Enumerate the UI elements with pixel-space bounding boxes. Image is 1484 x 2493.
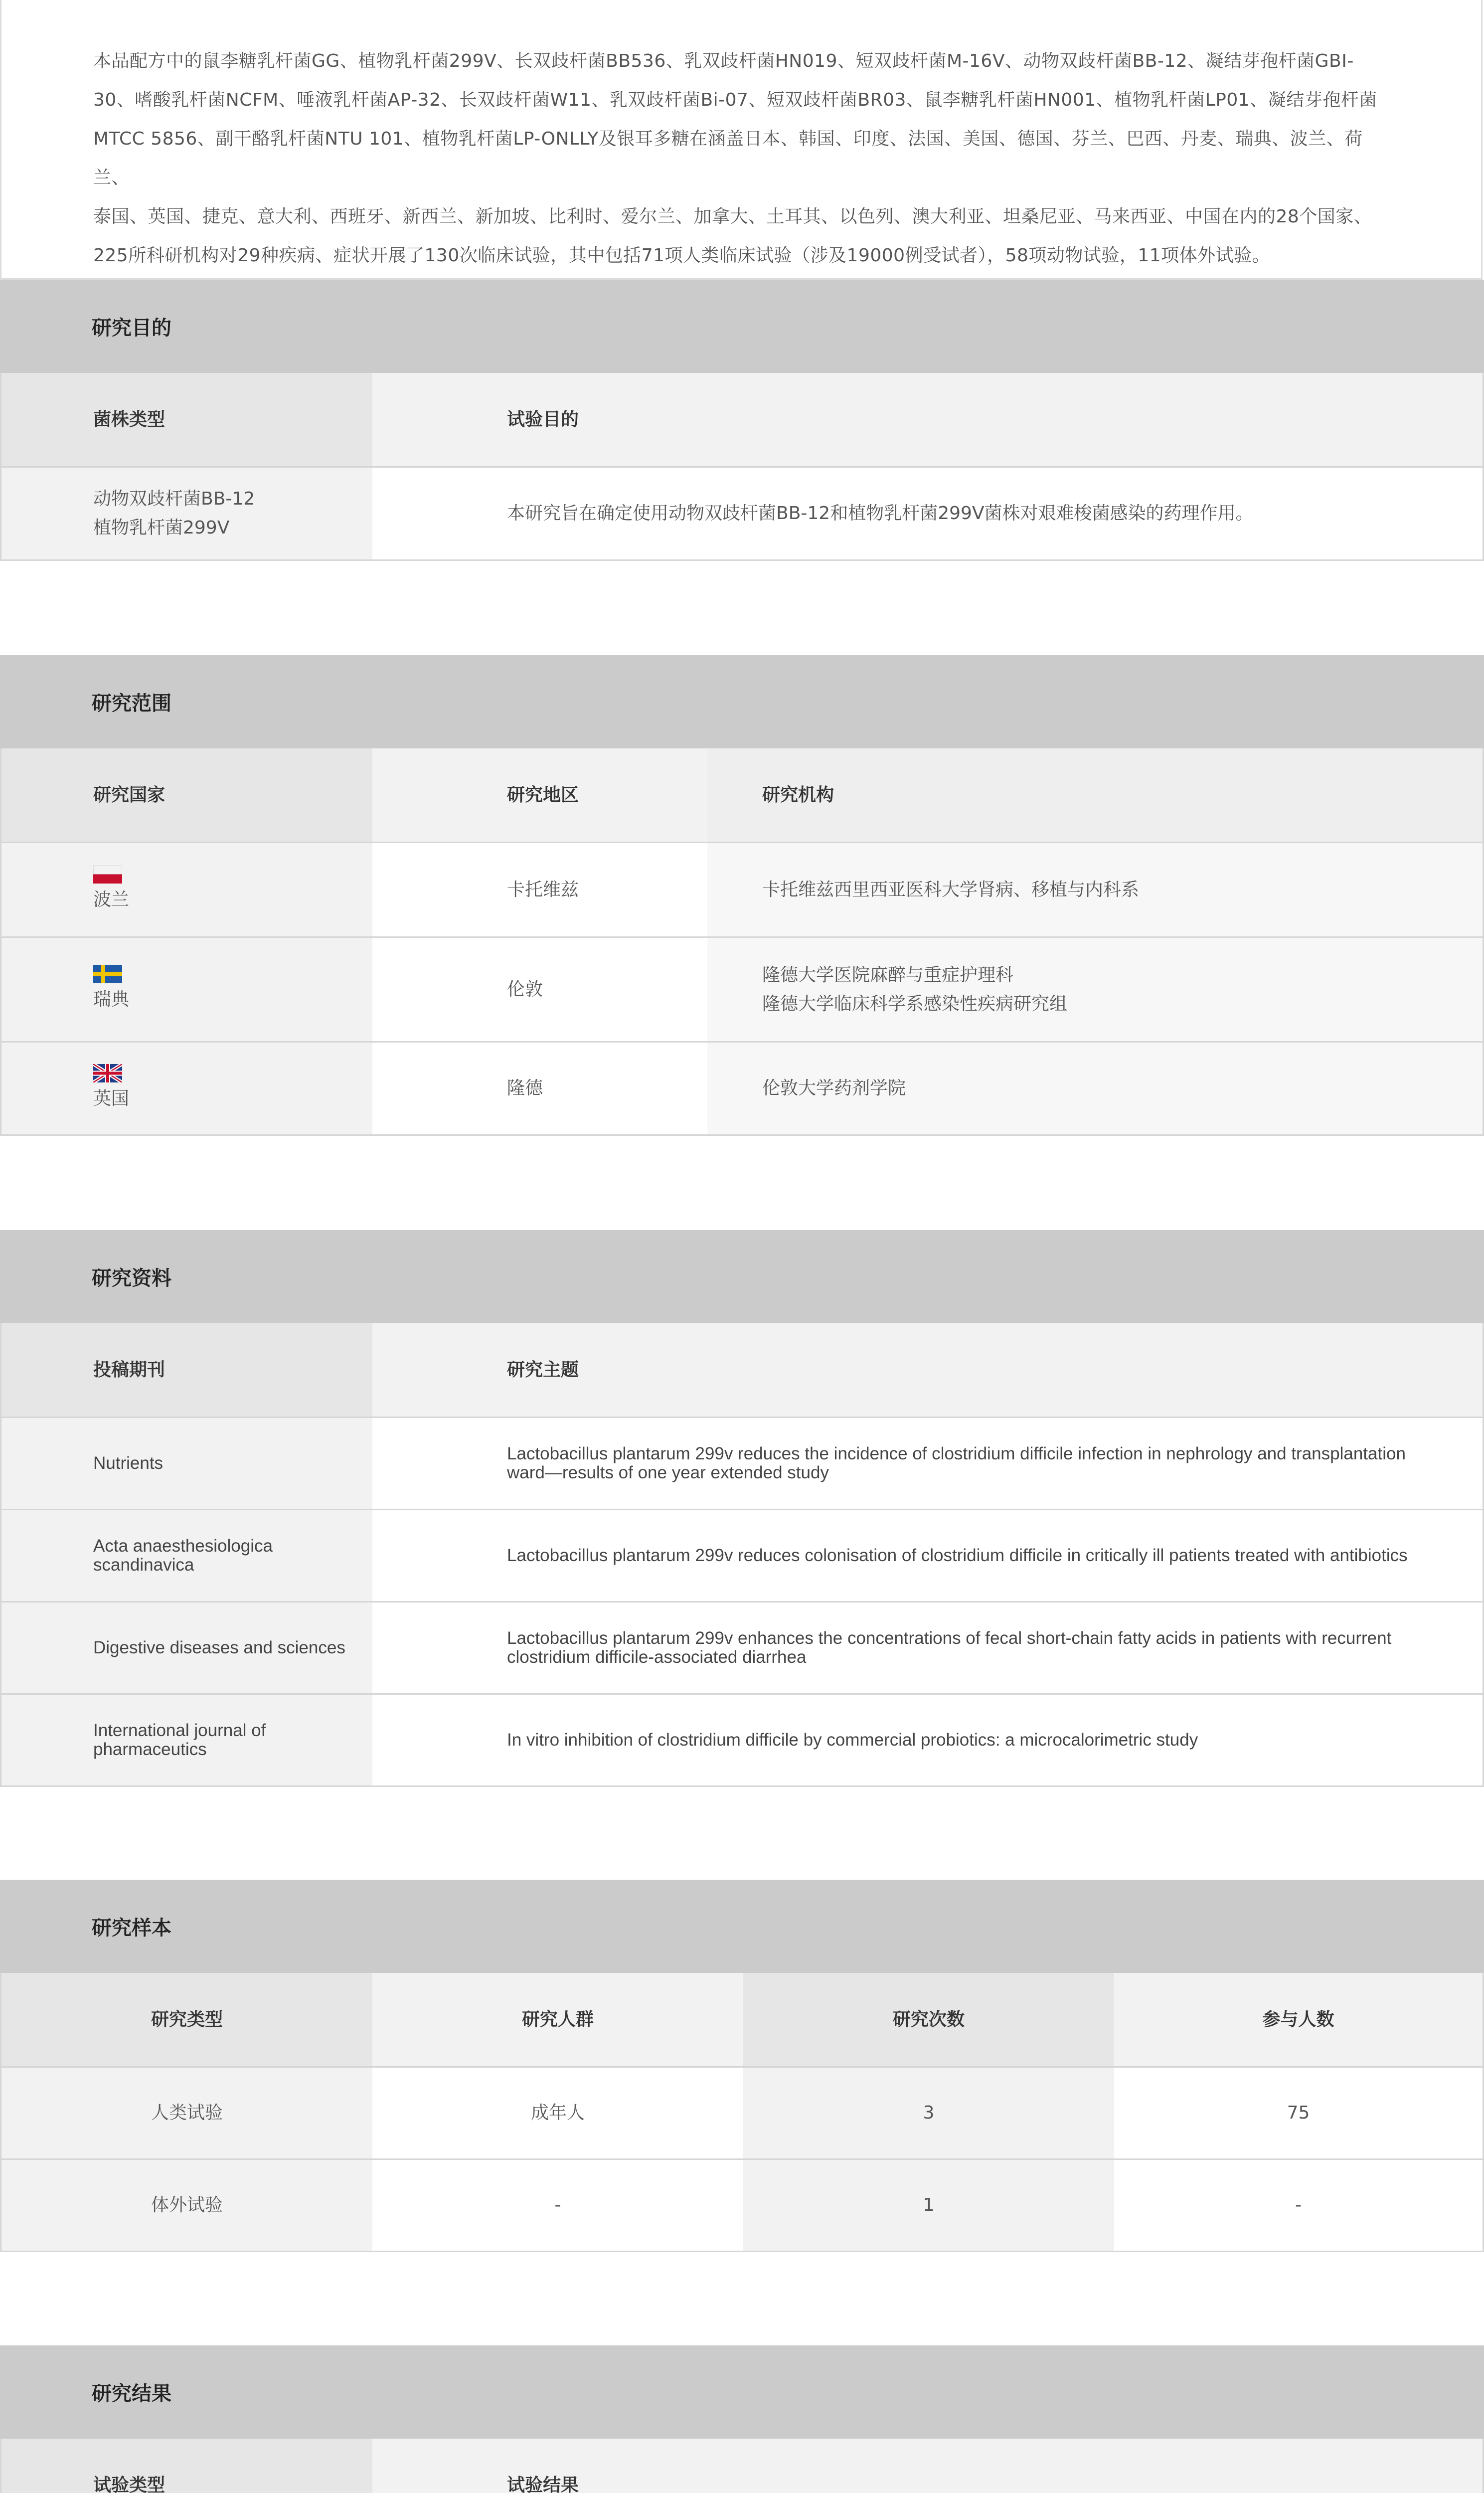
table-header-row: [1, 2439, 1483, 2493]
topic-line: clostridium difficile-associated diarrhea: [507, 1647, 807, 1667]
table-row: [1, 1509, 1483, 1601]
scope-section: [0, 655, 1484, 1136]
table-header-row: [1, 748, 1483, 842]
institution-name: 隆德大学临床科学系感染性疾病研究组: [762, 993, 1068, 1014]
country-cell: [1, 843, 372, 936]
intro-line: 225所科研机构对29种疾病、症状开展了130次临床试验，其中包括71项人类临床试验（涉及19000例受试者），58项动物试验，11项体外试验。: [93, 245, 1271, 266]
strain-name: 植物乳杆菌299V: [93, 518, 230, 538]
table-cell: -: [1114, 2160, 1483, 2251]
sweden-flag-icon: [93, 965, 122, 983]
topic-line: Lactobacillus plantarum 299v reduces colonisation of clostridium difficile in critically ill patients treated with antibiotics: [507, 1546, 1408, 1565]
table-header-row: [1, 373, 1483, 466]
column-header: 菌株类型: [1, 373, 372, 466]
table-cell: 成年人: [372, 2068, 743, 2158]
journal-name: Nutrients: [93, 1453, 164, 1473]
table-header-row: [1, 1323, 1483, 1417]
results-section: [0, 2345, 1484, 2493]
topic-cell: [372, 1510, 1483, 1601]
table-row: [1, 842, 1483, 936]
column-header: 研究人群: [372, 1973, 743, 2066]
table-row: [1, 1041, 1483, 1134]
intro-line: 本品配方中的鼠李糖乳杆菌GG、植物乳杆菌299V、长双歧杆菌BB536、乳双歧杆菌HN019、短双歧杆菌M-16V、动物双歧杆菌BB-12、凝结芽孢杆菌GBI-: [93, 51, 1354, 71]
strain-name: 动物双歧杆菌BB-12: [93, 489, 255, 509]
table-row: [1, 2158, 1483, 2251]
table-row: [1, 1693, 1483, 1785]
table-header-row: [1, 1973, 1483, 2066]
region-cell: 隆德: [372, 1043, 707, 1134]
column-header: 参与人数: [1114, 1973, 1483, 2066]
section-title: 研究结果: [0, 2345, 1484, 2439]
institution-cell: [707, 843, 1483, 936]
intro-line: MTCC 5856、副干酪乳杆菌NTU 101、植物乳杆菌LP-ONLLY及银耳多糖在涵盖日本、韩国、印度、法国、美国、德国、芬兰、巴西、丹麦、瑞典、波兰、荷兰、: [93, 129, 1363, 188]
topic-cell: [372, 1603, 1483, 1693]
uk-flag-icon: [93, 1064, 122, 1082]
region-cell: 卡托维兹: [372, 843, 707, 936]
section-title: 研究范围: [0, 655, 1484, 748]
scope-table: [0, 748, 1484, 1136]
column-header: 研究主题: [372, 1323, 1483, 1417]
journal-cell: [1, 1418, 372, 1509]
journal-cell: [1, 1695, 372, 1785]
topic-line: Lactobacillus plantarum 299v enhances the concentrations of fecal short-chain fatty acids in patients with recurrent: [507, 1628, 1392, 1648]
column-header: 试验类型: [1, 2439, 372, 2493]
intro-line: 泰国、英国、捷克、意大利、西班牙、新西兰、新加坡、比利时、爱尔兰、加拿大、土耳其、以色列、澳大利亚、坦桑尼亚、马来西亚、中国在内的28个国家、: [93, 206, 1372, 227]
column-header: 研究次数: [743, 1973, 1114, 2066]
column-header: 试验结果: [372, 2439, 1483, 2493]
table-row: [1, 2066, 1483, 2158]
topic-line: In vitro inhibition of clostridium difficile by commercial probiotics: a microcalorimetric study: [507, 1730, 1198, 1750]
topic-line: Lactobacillus plantarum 299v reduces the incidence of clostridium difficile infection in nephrology and transplantation: [507, 1444, 1406, 1463]
purpose-section: [0, 280, 1484, 561]
table-row: [1, 466, 1483, 559]
table-cell: 75: [1114, 2068, 1483, 2158]
strain-cell: [1, 468, 372, 559]
institution-name: 伦敦大学药剂学院: [762, 1078, 906, 1098]
country-name: 波兰: [93, 890, 130, 910]
institution-name: 隆德大学医院麻醉与重症护理科: [762, 964, 1014, 985]
region-cell: 伦敦: [372, 938, 707, 1041]
journal-name: Digestive diseases and sciences: [93, 1638, 345, 1657]
column-header: 研究地区: [372, 748, 707, 842]
table-row: [1, 1601, 1483, 1693]
country-name: 瑞典: [93, 989, 130, 1010]
topic-cell: [372, 1695, 1483, 1785]
country-cell: [1, 938, 372, 1041]
materials-section: [0, 1230, 1484, 1787]
column-header: 研究类型: [1, 1973, 372, 2066]
column-header: 研究机构: [707, 748, 1483, 842]
table-cell: 体外试验: [1, 2160, 372, 2251]
institution-name: 卡托维兹西里西亚医科大学肾病、移植与内科系: [762, 879, 1140, 900]
country-name: 英国: [93, 1088, 130, 1109]
topic-line: ward—results of one year extended study: [507, 1463, 829, 1482]
intro-line: 30、嗜酸乳杆菌NCFM、唾液乳杆菌AP-32、长双歧杆菌W11、乳双歧杆菌Bi-07、短双歧杆菌BR03、鼠李糖乳杆菌HN001、植物乳杆菌LP01、凝结芽孢杆菌: [93, 90, 1377, 110]
intro-paragraph: [0, 0, 1483, 280]
section-title: 研究资料: [0, 1230, 1484, 1323]
materials-table: [0, 1323, 1484, 1787]
institution-cell: [707, 938, 1483, 1041]
column-header: 试验目的: [372, 373, 1483, 466]
country-cell: [1, 1043, 372, 1134]
goal-cell: 本研究旨在确定使用动物双歧杆菌BB-12和植物乳杆菌299V菌株对艰难梭菌感染的药理作用。: [372, 468, 1483, 559]
column-header: 投稿期刊: [1, 1323, 372, 1417]
table-cell: 人类试验: [1, 2068, 372, 2158]
institution-cell: [707, 1043, 1483, 1134]
journal-cell: [1, 1603, 372, 1693]
section-title: 研究目的: [0, 280, 1484, 373]
journal-cell: [1, 1510, 372, 1601]
sample-section: [0, 1880, 1484, 2252]
poland-flag-icon: [93, 865, 122, 884]
column-header: 研究国家: [1, 748, 372, 842]
journal-name: pharmaceutics: [93, 1740, 207, 1759]
topic-cell: [372, 1418, 1483, 1509]
table-row: [1, 936, 1483, 1041]
purpose-table: [0, 373, 1484, 561]
results-table: [0, 2439, 1484, 2493]
journal-name: Acta anaesthesiologica scandinavica: [93, 1536, 273, 1575]
section-title: 研究样本: [0, 1880, 1484, 1973]
journal-name: International journal of: [93, 1721, 266, 1740]
sample-table: [0, 1973, 1484, 2252]
table-cell: 3: [743, 2068, 1114, 2158]
table-cell: -: [372, 2160, 743, 2251]
table-cell: 1: [743, 2160, 1114, 2251]
table-row: [1, 1417, 1483, 1509]
